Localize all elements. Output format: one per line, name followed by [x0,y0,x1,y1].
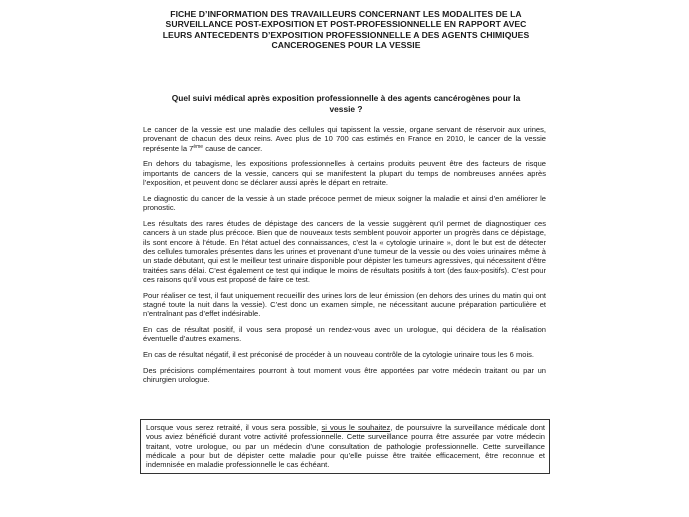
document-title [150,9,542,51]
document-body [143,125,546,391]
paragraph-positive-result: En cas de résultat positif, il vous sera proposé un rendez-vous avec un urologue, qui décidera de la réalisation éventuelle d’autres examens. [143,325,546,344]
paragraph-further-info: Des précisions complémentaires pourront à tout moment vous être apportées par votre médecin traitant ou par un chirurgien urologue. [143,365,546,385]
retirement-notice-box: Lorsque vous serez retraité, il vous sera possible, si vous le souhaitez, de poursuivre la surveillance médicale dont vous aviez bénéficié durant votre activité professionnelle. Cette surveillance pourra être assurée par votre médecin traitant, votre urologue, ou par un médecin d’une consultation de pathologie professionnelle. Cette surveillance médicale a pour but de dépister cette maladie pour qu’elle puisse être traitée efficacement, être reconnue et indemnisée en maladie professionnelle le cas échéant. [140,419,550,474]
title-line: CANCEROGENES POUR LA VESSIE [271,40,421,51]
underlined-emphasis: si vous le souhaitez [321,423,391,432]
paragraph-risk-factors: En dehors du tabagisme, les expositions professionnelles à certains produits peuvent être des facteurs de risque importants de cancers de la vessie, cancers qui se manifestent la plupart du temps de nombreuses années après l’exposition, et peuvent donc se déclarer aussi après le départ en retraite. [143,159,546,188]
section-question [138,93,554,114]
question-line: Quel suivi médical après exposition professionnelle à des agents cancérogènes pour la [171,93,521,103]
paragraph-screening: Les résultats des rares études de dépistage des cancers de la vessie suggèrent qu’il permet de diagnostiquer ces cancers à un stade plus précoce. Bien que de nouveaux tests semblent pouvoir apporter un progrès dans ce dépistage, ils sont encore à l’étude. En l’état actuel des connaissances, c’est la « cytologie urinaire », dont le but est de détecter des cellules tumorales présentes dans les urines et provenant d’une tumeur de la vessie ou des voies urinaires même à un stade débutant, qui est le meilleur test urinaire disponible pour dépister les tumeurs agressives, qui nécessitent d’être traitées sans délai. C’est également ce test qui indique le moins de résultats positifs à tort (des faux-positifs). C’est pour ces raisons qu’il vous est proposé de faire ce test. [143,218,546,284]
paragraph-diagnosis: Le diagnostic du cancer de la vessie à un stade précoce permet de mieux soigner la maladie et ainsi d’en améliorer le pronostic. [143,193,546,213]
title-line: SURVEILLANCE POST-EXPOSITION ET POST-PROFESSIONNELLE EN RAPPORT AVEC [165,19,527,30]
superscript-ordinal: ème [193,143,204,150]
title-line: FICHE D’INFORMATION DES TRAVAILLEURS CONCERNANT LES MODALITES DE LA [170,9,522,19]
paragraph-intro: Le cancer de la vessie est une maladie des cellules qui tapissent la vessie, organe servant de réservoir aux urines, provenant de chacun des deux reins. Avec plus de 10 700 cas estimés en France en 2010, le cancer de la vessie représente la 7ème cause de cancer. [143,125,546,153]
question-line: vessie ? [329,103,363,114]
paragraph-test-procedure: Pour réaliser ce test, il faut uniquement recueillir des urines lors de leur émission (en dehors des urines du matin qui ont stagné toute la nuit dans la vessie). C’est donc un examen simple, ne nécessitant aucune préparation particulière et n’entraînant pas d’effet indésirable. [143,290,546,319]
title-line: LEURS ANTECEDENTS D’EXPOSITION PROFESSIONNELLE A DES AGENTS CHIMIQUES [162,29,530,40]
paragraph-negative-result: En cas de résultat négatif, il est préconisé de procéder à un nouveau contrôle de la cytologie urinaire tous les 6 mois. [143,350,534,360]
